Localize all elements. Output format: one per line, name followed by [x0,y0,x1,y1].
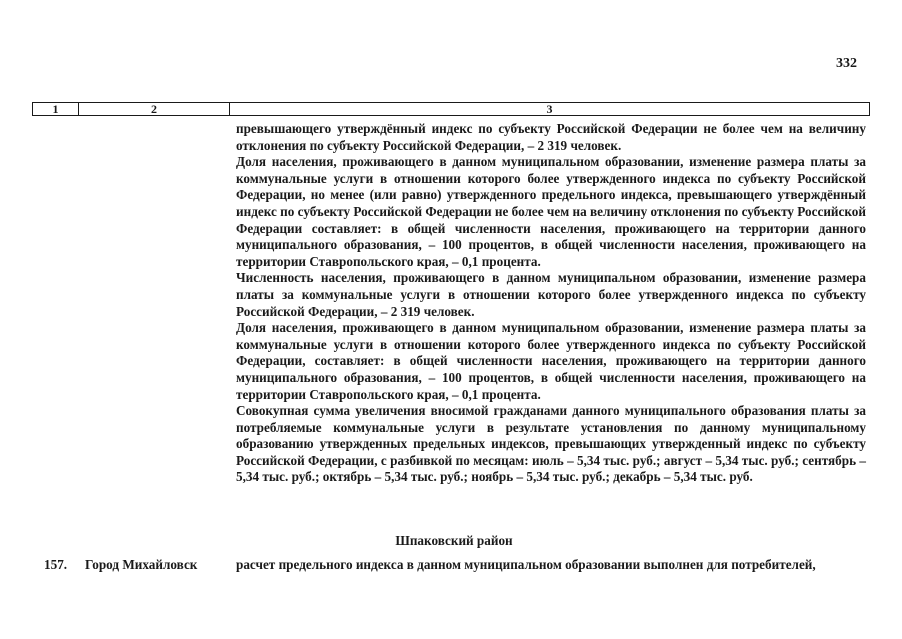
document-body [236,121,866,486]
paragraph-share-limit-index: Доля населения, проживающего в данном муниципальном образовании, изменение размера платы за коммунальные услуги в отношении которого более утвержденного индекса по субъекту Российской Федерации, но менее (или равно) утвержденного предельного индекса, превышающего утверждённый индекс по субъекту Российской Федерации не более чем на величину отклонения по субъекту Российской Федерации составляет: в общей численности населения, проживающего на территории данного муниципального образования, – 100 процентов, в общей численности населения, проживающего на территории Ставропольского края, – 0,1 процента. [236,154,866,269]
entry-place-name: Город Михайловск [85,557,198,572]
table-header-col-2: 2 [79,103,230,115]
paragraph-total-increase: Совокупная сумма увеличения вносимой гражданами данного муниципального образования платы за потребляемые коммунальные услуги в результате установления по данному муниципальному образованию утвержденных предельных индексов, превышающих утвержденный индекс по субъекту Российской Федерации, с разбивкой по месяцам: июль – 5,34 тыс. руб.; август – 5,34 тыс. руб.; сентябрь – 5,34 тыс. руб.; октябрь – 5,34 тыс. руб.; ноябрь – 5,34 тыс. руб.; декабрь – 5,34 тыс. руб. [236,403,866,485]
paragraph-continuation: превышающего утверждённый индекс по субъекту Российской Федерации не более чем на величину отклонения по субъекту Российской Федерации, – 2 319 человек. [236,121,866,153]
paragraph-share-above-index: Доля населения, проживающего в данном муниципальном образовании, изменение размера платы за коммунальные услуги в отношении которого более утвержденного индекса по субъекту Российской Федерации, составляет: в общей численности населения, проживающего на территории данного муниципального образования, – 100 процентов, в общей численности населения, проживающего на территории Ставропольского края, – 0,1 процента. [236,320,866,402]
entry-description: расчет предельного индекса в данном муниципальном образовании выполнен для потребителей, [236,557,816,572]
table-header-col-3: 3 [546,102,553,116]
table-header-col-1: 1 [33,103,79,115]
page-number: 332 [836,56,857,71]
table-header-row [32,102,870,116]
paragraph-population-count: Численность населения, проживающего в данном муниципальном образовании, изменение размера платы за коммунальные услуги в отношении которого более утвержденного индекса по субъекту Российской Федерации, – 2 319 человек. [236,270,866,319]
section-heading: Шпаковский район [395,533,513,548]
entry-number: 157. [44,557,68,572]
